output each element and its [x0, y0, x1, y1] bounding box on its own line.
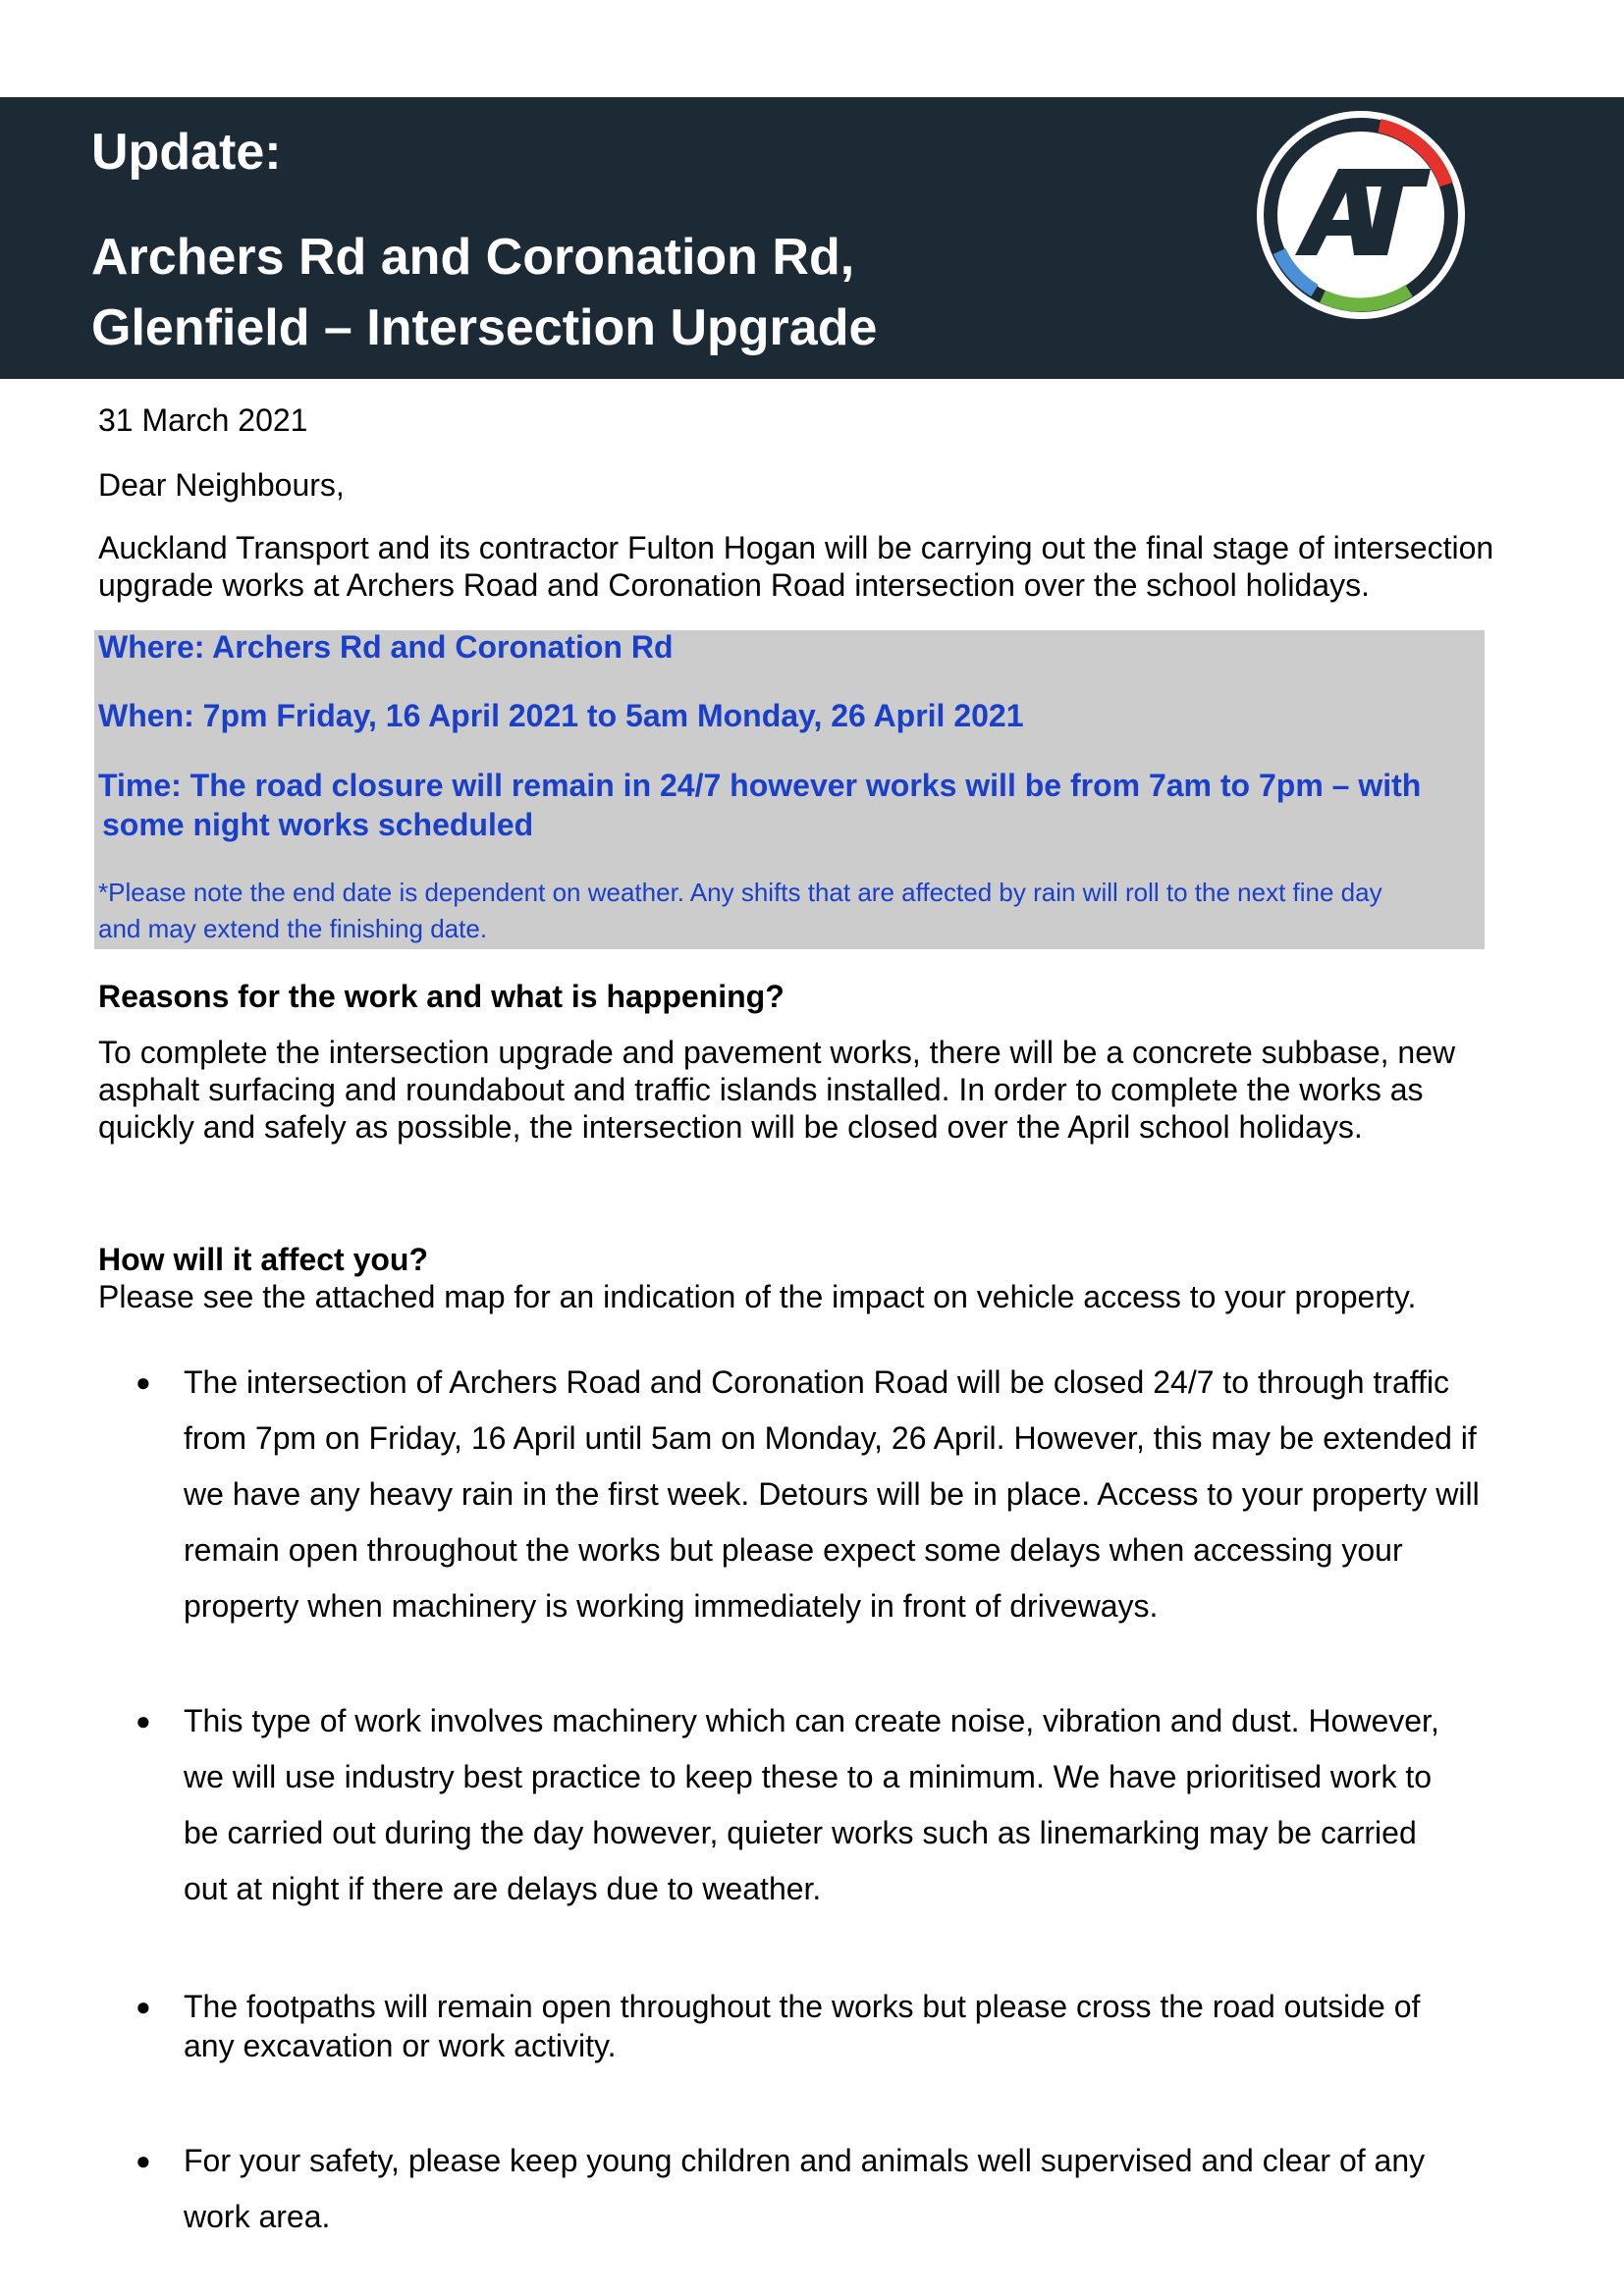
letter-salutation: Dear Neighbours,	[98, 467, 345, 503]
bullet-line: property when machinery is working immediately in front of driveways.	[184, 1588, 1159, 1624]
time-line-cont: some night works scheduled	[102, 807, 534, 842]
update-label: Update:	[91, 124, 282, 181]
weather-note-line: and may extend the finishing date.	[98, 914, 488, 943]
intro-paragraph	[98, 529, 1493, 604]
bullet-text	[184, 1987, 1624, 2065]
reasons-line: quickly and safely as possible, the intersection will be closed over the April school holidays.	[98, 1109, 1363, 1145]
at-logo-icon	[1254, 108, 1468, 322]
bullet-line: For your safety, please keep young children and animals well supervised and clear of any	[184, 2143, 1426, 2178]
page-title-line2: Glenfield – Intersection Upgrade	[91, 299, 878, 356]
affect-intro: Please see the attached map for an indication of the impact on vehicle access to your property.	[98, 1279, 1417, 1314]
reasons-line: To complete the intersection upgrade and pavement works, there will be a concrete subbase, new	[98, 1035, 1456, 1070]
bullet-icon: ●	[135, 2146, 151, 2175]
affect-heading: How will it affect you?	[98, 1242, 429, 1277]
bullet-line: we will use industry best practice to keep these to a minimum. We have prioritised work to	[184, 1759, 1433, 1794]
bullet-line: remain open throughout the works but please expect some delays when accessing your	[184, 1532, 1403, 1568]
intro-line: Auckland Transport and its contractor Fulton Hogan will be carrying out the final stage of intersection	[98, 530, 1494, 565]
bullet-icon: ●	[135, 1706, 151, 1735]
where-line: Where: Archers Rd and Coronation Rd	[98, 629, 674, 665]
weather-note	[98, 875, 1382, 947]
time-line: Time: The road closure will remain in 24/7 however works will be from 7am to 7pm – with	[98, 768, 1422, 803]
bullet-text	[184, 1693, 1624, 1917]
bullet-line: work area.	[184, 2199, 331, 2234]
bullet-line: The intersection of Archers Road and Coronation Road will be closed 24/7 to through traffic	[184, 1364, 1450, 1400]
bullet-icon: ●	[135, 1992, 151, 2021]
bullet-text	[184, 2133, 1624, 2245]
weather-note-line: *Please note the end date is dependent on weather. Any shifts that are affected by rain will roll to the next fine day	[98, 878, 1382, 907]
when-line: When: 7pm Friday, 16 April 2021 to 5am Monday, 26 April 2021	[98, 698, 1024, 733]
bullet-text	[184, 1355, 1624, 1634]
reasons-heading: Reasons for the work and what is happening?	[98, 979, 785, 1014]
page-title-line1: Archers Rd and Coronation Rd,	[91, 229, 855, 286]
letter-date: 31 March 2021	[98, 402, 308, 438]
bullet-line: from 7pm on Friday, 16 April until 5am on Monday, 26 April. However, this may be extended if	[184, 1420, 1477, 1456]
bullet-line: we have any heavy rain in the first week. Detours will be in place. Access to your property will	[184, 1476, 1480, 1512]
bullet-line: The footpaths will remain open throughout the works but please cross the road outside of	[184, 1989, 1421, 2024]
bullet-line: This type of work involves machinery which can create noise, vibration and dust. However,	[184, 1703, 1439, 1738]
reasons-line: asphalt surfacing and roundabout and traffic islands installed. In order to complete the works as	[98, 1072, 1424, 1107]
page-title	[91, 222, 877, 363]
bullet-icon: ●	[135, 1367, 151, 1397]
bullet-line: any excavation or work activity.	[184, 2028, 617, 2063]
intro-line: upgrade works at Archers Road and Coronation Road intersection over the school holidays.	[98, 567, 1370, 603]
bullet-line: out at night if there are delays due to weather.	[184, 1871, 822, 1906]
bullet-line: be carried out during the day however, quieter works such as linemarking may be carried	[184, 1815, 1417, 1850]
reasons-paragraph	[98, 1034, 1532, 1146]
